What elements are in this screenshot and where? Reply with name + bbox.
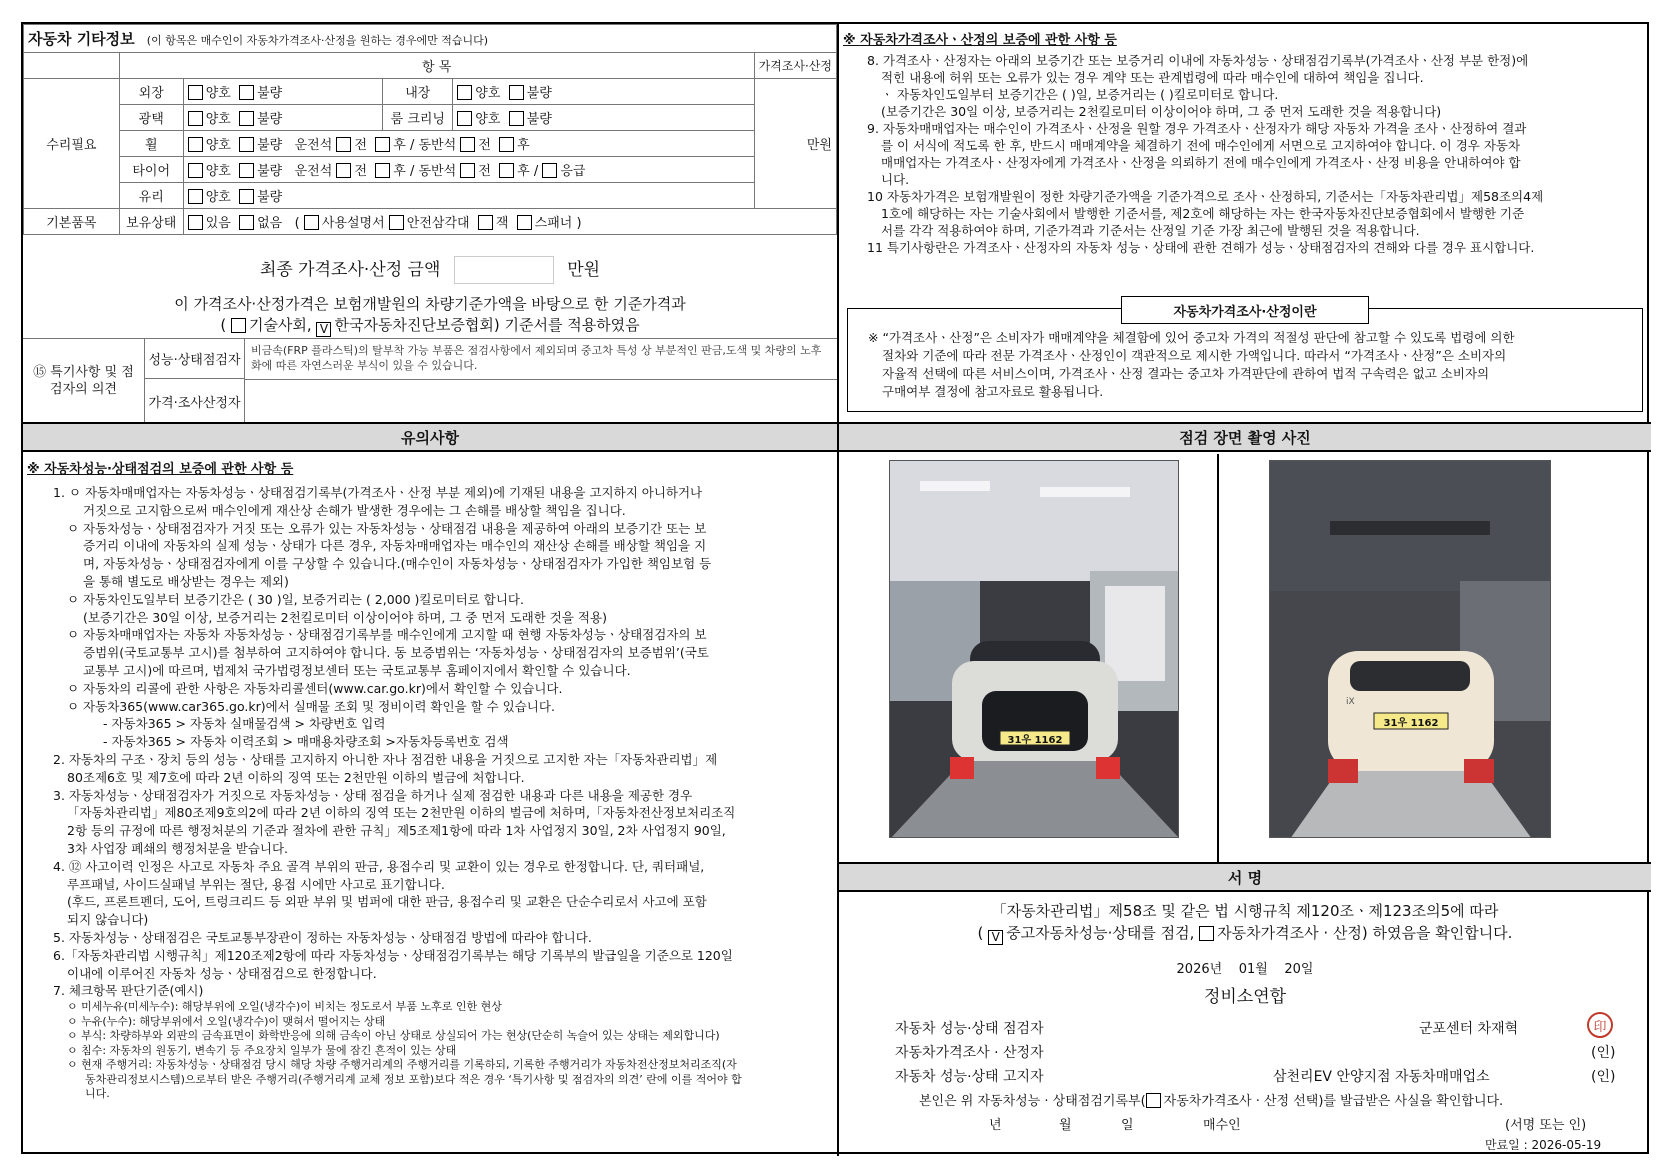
checkbox[interactable] xyxy=(188,137,203,152)
checkbox[interactable] xyxy=(389,215,404,230)
sign-statement: 「자동차관리법」제58조 및 같은 법 시행규칙 제120조ㆍ제123조의5에 따라 ( V 중고자동차성능·상태를 점검, 자동차가격조사 · 산정) 하였음을 확인합니다. xyxy=(977,902,1513,944)
row-tire: 타이어 xyxy=(119,157,183,183)
checkbox[interactable] xyxy=(239,163,254,178)
row-interior: 내장 xyxy=(383,79,453,105)
notes-list: 1. ㅇ 자동차매매업자는 자동차성능ㆍ상태점검기록부(가격조사ㆍ산정 부분 제외)에 기재된 내용을 고지하지 아니하거나 거짓으로 고지함으로써 매수인에게 재산상 손해가 발생한 경우에는 그 손해를 배상할 책임을 집니다. ㅇ 자동차성능ㆍ상태점검자가 거짓 또는 오류가 있는 자동차성능ㆍ상태점검 내용을 제공하여 아래의 보증기간 또는 보 증거리 이내에 자동차의 실제 성능ㆍ상태가 다른 경우, 자동차매매업자는 매수인의 재산상 손해를 배상할 책임을 지 며, 자동차성능ㆍ상태점검자에게 이를 구상할 수 있습니다.(매수인이 자동차성능ㆍ상태점검자가 가입한 책임보험 등 을 통해 별도로 배상받는 경우는 제외) ㅇ 자동차인도일부터 보증기간은 ( 30 )일, 보증거리는 ( 2,000 )킬로미터로 합니다. (보증기간은 30일 이상, 보증거리는 2천킬로미터 이상이어야 하며, 그 중 먼저 도래한 것을 적용) ㅇ 자동차매매업자는 자동차 자동차성능ㆍ상태점검기록부를 매수인에게 고지할 때 현행 자동차성능ㆍ상태점검자의 보 증범위(국토교통부 고시)를 첨부하여 고지하여야 합니다. 동 보증범위는 ‘자동차성능ㆍ상태점검자의 보증범위’(국토 교통부 고시)에 따르며, 법제처 국가법령정보센터 또는 국토교통부 홈페이지에서 확인할 수 있습니다. ㅇ 자동차의 리콜에 관한 사항은 자동차리콜센터(www.car.go.kr)에서 확인할 수 있습니다. ㅇ 자동차365(www.car365.go.kr)에서 실매물 조회 및 정비이력 확인을 할 수 있습니다. - 자동차365 > 자동차 실매물검색 > 차량번호 입력 - 자동차365 > 자동차 이력조회 > 매매용차량조회 >자동차등록번호 검색 2. 자동차의 구조ㆍ장치 등의 성능ㆍ상태를 고지하지 아니한 자나 점검한 내용을 거짓으로 고지한 자는「자동차관리법」제 80조제6호 및 제7호에 따라 2년 이하의 징역 또는 2천만원 이하의 벌금에 처합니다. 3. 자동차성능ㆍ상태점검자가 거짓으로 자동차성능ㆍ상태 점검을 하거나 실제 점검한 내용과 다른 내용을 제공한 경우 「자동차관리법」제80조제9호의2에 따라 2년 이하의 징역 또는 2천만원 이하의 벌금에 처하며,「자동차전산정보처리조직 2항 등의 규정에 따른 행정처분의 기준과 절차에 관한 규칙」제5조제1항에 따라 1차 사업정지 30일, 2차 사업정지 90일, 3차 사업장 폐쇄의 행정처분을 받습니다. 4. ⑫ 사고이력 인정은 사고로 자동차 주요 골격 부위의 판금, 용접수리 및 교환이 있는 경우로 한정합니다. 단, 쿼터패널, 루프패널, 사이드실패널 부위는 절단, 용접 시에만 사고로 표기합니다. (후드, 프론트펜더, 도어, 트렁크리드 등 외판 부위 및 범퍼에 대한 판금, 용접수리 및 교환은 단순수리로서 사고에 포함 되지 않습니다) 5. 자동차성능ㆍ상태점검은 국토교통부장관이 정하는 자동차성능ㆍ상태점검 방법에 따라야 합니다. 6.「자동차관리법 시행규칙」제120조제2항에 따라 자동차성능ㆍ상태점검기록부는 해당 기록부의 발급일을 기준으로 120일 이내에 이루어진 자동차 성능ㆍ상태점검으로 한정합니다. 7. 체크항목 판단기준(예시) ㅇ 미세누유(미세누수): 해당부위에 오일(냉각수)이 비치는 정도로서 부품 노후로 인한 현상 ㅇ 누유(누수): 해당부위에서 오일(냉각수)이 맺혀서 떨어지는 상태 ㅇ 부식: 차량하부와 외판의 금속표면이 화학반응에 의해 금속이 아닌 상태로 상실되어 가는 현상(단순히 녹슬어 있는 상태는 제외합니다) ㅇ 침수: 자동차의 원동기, 변속기 등 주요장치 일부가 물에 잠긴 흔적이 있는 상태 ㅇ 현재 주행거리: 자동차성능ㆍ상태점검 당시 해당 차량 주행거리계의 주행거리를 기록하되, 기록한 주행거리가 자동차전산정보처리조직(자 동차관리정보시스템)으로부터 받은 주행거리(주행거리계 교체 정보 포함)보다 적은 경우 ‘특기사항 및 점검자의 의견’ 란에 이를 적어야 합 니다. xyxy=(53,484,833,1102)
checkbox[interactable] xyxy=(336,137,351,152)
sign-org: 정비소연합 xyxy=(1203,987,1287,1007)
perf-label: 성능·상태점검자 xyxy=(145,339,245,379)
checkbox[interactable] xyxy=(188,189,203,204)
vehicle-other-info xyxy=(23,24,837,422)
special-label: ⑮ 특기사항 및 점검자의 의견 xyxy=(23,339,145,422)
notifier-label: 자동차 성능·상태 고지자 xyxy=(895,1069,1044,1085)
checkbox[interactable] xyxy=(460,163,475,178)
guarantee-items: 8. 가격조사ㆍ산정자는 아래의 보증기간 또는 보증거리 이내에 자동차성능ㆍ상태점검기록부(가격조사ㆍ산정 부분 한정)에 적힌 내용에 허위 또는 오류가 있는 경우 계약 또는 관계법령에 따라 매수인에 대하여 책임을 집니다. ㆍ 자동차인도일부터 보증기간은 ( )일, 보증거리는 ( )킬로미터로 합니다. (보증기간은 30일 이상, 보증거리는 2천킬로미터 이상이어야 하며, 그 중 먼저 도래한 것을 적용합니다) 9. 자동차매매업자는 매수인이 가격조사ㆍ산정을 원할 경우 가격조사ㆍ산정자가 해당 자동차 가격을 조사ㆍ산정하여 결과 를 이 서식에 적도록 한 후, 반드시 매매계약을 체결하기 전에 매수인에게 서면으로 고지하여야 합니다. 이 경우 자동차 매매업자는 가격조사ㆍ산정자에게 가격조사ㆍ산정을 의뢰하기 전에 매수인에게 가격조사ㆍ산정 비용을 안내하여야 합 니다. 10 자동차가격은 보험개발원이 정한 차량기준가액을 기준가격으로 조사ㆍ산정하되, 기준서는「자동차관리법」제58조의4제 1호에 해당하는 자는 기술사회에서 발행한 기준서를, 제2호에 해당하는 자는 한국자동차진단보증협회에서 발행한 기준 서를 각각 적용하여야 하며, 기준가격과 기준서는 산정일 기준 가장 최근에 발행된 것을 적용합니다. 11 특기사항란은 가격조사ㆍ산정자의 자동차 성능ㆍ상태에 관한 견해가 성능ㆍ상태점검자의 견해와 다를 경우 표시합니다. xyxy=(867,53,1544,255)
row-wheel: 휠 xyxy=(119,131,183,157)
repair-need-label: 수리필요 xyxy=(24,79,120,209)
definition-text: ※ “가격조사ㆍ산정”은 소비자가 매매계약을 체결함에 있어 중고차 가격의 적절성 판단에 참고할 수 있도록 법령에 의한 절차와 기준에 따라 전문 가격조사ㆍ산정인이 객관적으로 제시한 가액입니다. 따라서 “가격조사ㆍ산정”은 소비자의 자율적 선택에 따른 서비스이며, 가격조사ㆍ산정 결과는 중고차 가격판단에 관하여 법적 구속력은 없고 소비자의 구매여부 결정에 참고자료로 활용됩니다. xyxy=(868,330,1515,399)
checkbox[interactable] xyxy=(517,215,532,230)
checkbox[interactable] xyxy=(509,85,524,100)
sign-header: 서 명 xyxy=(839,862,1651,892)
notifier-mark: (인) xyxy=(1591,1069,1616,1085)
info-table: 자동차 기타정보 (이 항목은 매수인이 자동차가격조사·산정을 원하는 경우에만 적습니다) 항 목 가격조사·산정 수리필요 외장 양호 불량 내장 양호 불량 만원 광택 양호 불량 룸 크리닝 양호 불량 휠 양호 불량 운전석 전 후 / 동반석 전 후 타이어 양호 불량 운전석 전 후 / 동반석 전 후 / 응급 유리 양호 불량 기본품목 보유상태 있음 없음 ( 사용설명서 안전삼각대 잭 스패너 ) xyxy=(23,24,837,235)
checkbox[interactable] xyxy=(231,318,246,333)
sign-date: 2026년 01월 20일 xyxy=(1176,962,1314,977)
inspector-name: 군포센터 차재혁 xyxy=(1419,1021,1519,1037)
confirm-text: 본인은 위 자동차성능 · 상태점검기록부( 자동차가격조사 · 산정 선택)를 발급받은 사실을 확인합니다. xyxy=(919,1094,1504,1109)
definition-box-title: 자동차가격조사·산정이란 xyxy=(1121,296,1369,324)
expiry-date: 만료일 : 2026-05-19 xyxy=(1485,1138,1602,1152)
criteria-list: ㅇ 미세누유(미세누수): 해당부위에 오일(냉각수)이 비치는 정도로서 부품 노후로 인한 현상 ㅇ 누유(누수): 해당부위에서 오일(냉각수)이 맺혀서 떨어지는 상태 ㅇ 부식: 차량하부와 외판의 금속표면이 화학반응에 의해 금속이 아닌 상태로 상실되어 가는 현상(단순히 녹슬어 있는 상태는 제외합니다) ㅇ 침수: 자동차의 원동기, 변속기 등 주요장치 일부가 물에 잠긴 흔적이 있는 상태 ㅇ 현재 주행거리: 자동차성능ㆍ상태점검 당시 해당 차량 주행거리계의 주행거리를 기록하되, 기록한 주행거리가 자동차전산정보처리조직(자 동차관리정보시스템)으로부터 받은 주행거리(주행거리계 교체 정보 포함)보다 적은 경우 ‘특기사항 및 점검자의 의견’ 란에 이를 적어야 합 니다. xyxy=(67,1000,742,1101)
checkbox[interactable] xyxy=(188,111,203,126)
row-room: 룸 크리닝 xyxy=(383,105,453,131)
buyer-month: 월 xyxy=(1059,1118,1072,1133)
holding-label: 보유상태 xyxy=(119,209,183,235)
checkbox[interactable] xyxy=(1146,1093,1161,1108)
photos-header: 점검 장면 촬영 사진 xyxy=(839,422,1651,452)
checkbox[interactable] xyxy=(460,137,475,152)
checkbox[interactable] xyxy=(239,85,254,100)
model-badge: iX xyxy=(1346,697,1355,707)
pricer-label: 자동차가격조사 · 산정자 xyxy=(895,1045,1044,1061)
buyer-year: 년 xyxy=(989,1118,1002,1133)
checkbox[interactable] xyxy=(1199,926,1214,941)
rear-car-photo xyxy=(1269,460,1551,838)
info-note: (이 항목은 매수인이 자동차가격조사·산정을 원하는 경우에만 적습니다) xyxy=(146,34,489,47)
checkbox[interactable] xyxy=(239,111,254,126)
basic-items-label: 기본품목 xyxy=(24,209,120,235)
checkbox[interactable] xyxy=(239,137,254,152)
buyer-sign: (서명 또는 인) xyxy=(1505,1118,1587,1133)
notes-section xyxy=(23,454,837,1156)
inspector-seal: 印 xyxy=(1587,1012,1613,1038)
checkbox[interactable] xyxy=(542,163,557,178)
front-plate: 31우 1162 xyxy=(1007,735,1063,746)
unit-label: 만원 xyxy=(754,79,836,209)
checkbox[interactable] xyxy=(239,189,254,204)
price-guarantee xyxy=(839,24,1651,422)
checkbox[interactable] xyxy=(509,111,524,126)
checkbox[interactable] xyxy=(239,215,254,230)
checkbox[interactable] xyxy=(304,215,319,230)
checkbox[interactable] xyxy=(188,85,203,100)
row-exterior: 외장 xyxy=(119,79,183,105)
checkbox[interactable] xyxy=(188,163,203,178)
col-item: 항 목 xyxy=(119,53,754,79)
checkbox[interactable] xyxy=(457,111,472,126)
basis-text: 이 가격조사·산정가격은 보험개발원의 차량기준가액을 바탕으로 한 기준가격과 ( 기술사회, V 한국자동차진단보증협회) 기준서를 적용하였음 xyxy=(174,295,686,336)
final-price-row xyxy=(23,255,837,284)
final-price-label: 최종 가격조사·산정 금액 xyxy=(259,260,441,280)
document-page xyxy=(21,22,1649,1154)
special-notes xyxy=(23,338,837,422)
checkbox[interactable] xyxy=(457,85,472,100)
checkbox[interactable] xyxy=(499,137,514,152)
notes-title: ※ 자동차성능·상태점검의 보증에 관한 사항 등 xyxy=(27,462,294,477)
row-gloss: 광택 xyxy=(119,105,183,131)
checkbox-checked[interactable]: V xyxy=(988,930,1003,945)
buyer-day: 일 xyxy=(1121,1118,1134,1133)
checkbox[interactable] xyxy=(375,137,390,152)
inspector-label: 자동차 성능·상태 점검자 xyxy=(895,1021,1044,1037)
photos-section xyxy=(839,454,1651,882)
checkbox[interactable] xyxy=(478,215,493,230)
front-car-photo xyxy=(889,460,1179,838)
notifier-name: 삼천리EV 안양지점 자동차매매업소 xyxy=(1273,1069,1490,1085)
rear-plate: 31우 1162 xyxy=(1383,718,1439,729)
price-label: 가격·조사산정자 xyxy=(145,379,245,422)
notes-header: 유의사항 xyxy=(23,422,837,452)
front-car-image xyxy=(890,461,1179,838)
checkbox[interactable] xyxy=(499,163,514,178)
sign-section xyxy=(839,894,1651,1156)
checkbox[interactable] xyxy=(336,163,351,178)
pricer-mark: (인) xyxy=(1591,1045,1616,1061)
guarantee-title: ※ 자동차가격조사ㆍ산정의 보증에 관한 사항 등 xyxy=(843,33,1117,48)
rear-car-image xyxy=(1270,461,1551,838)
col-price: 가격조사·산정 xyxy=(754,53,836,79)
info-title: 자동차 기타정보 xyxy=(28,30,135,48)
perf-text: 비금속(FRP 플라스틱)의 탈부착 가능 부품은 점검사항에서 제외되며 중고차 특성 상 부분적인 판금,도색 및 차량의 노후화에 따른 자연스러운 부식이 있을 수 있습니다. xyxy=(251,344,822,372)
checkbox[interactable] xyxy=(375,163,390,178)
checkbox[interactable] xyxy=(188,215,203,230)
row-glass: 유리 xyxy=(119,183,183,209)
final-price-unit: 만원 xyxy=(567,260,601,280)
checkbox-checked[interactable]: V xyxy=(316,322,331,337)
final-price-input[interactable] xyxy=(454,256,554,284)
buyer-label: 매수인 xyxy=(1203,1118,1241,1133)
